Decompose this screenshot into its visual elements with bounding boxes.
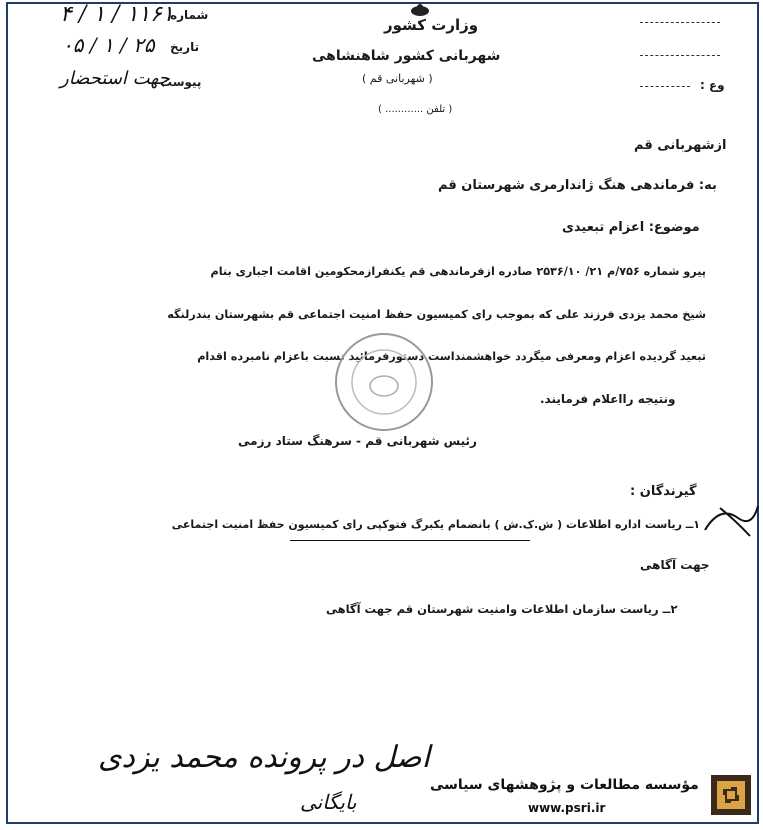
sub-org: ( شهربانی قم ) — [362, 72, 433, 85]
body-line-1: پیرو شماره ۷۵۶/م ۲۱/ ۲۵۳۶/۱۰ صادره ازفرماندهی قم یکنفرازمحکومین اقامت اجباری بنام — [210, 265, 706, 278]
recipient-1-cont: جهت آگاهی — [640, 558, 710, 572]
letter-from: ازشهربانی قم — [634, 138, 727, 153]
header-rule-2 — [640, 55, 720, 56]
phone-line: ( تلفن ............ ) — [378, 104, 453, 115]
lion-sun-emblem-icon — [409, 3, 431, 17]
ministry-title: وزارت کشور — [384, 16, 479, 34]
signature-line: رئیس شهربانی قم - سرهنگ ستاد رزمی — [238, 434, 477, 448]
attachment-value: جهت استحضار — [60, 68, 170, 89]
recipient-1: ۱ــ ریاست اداره اطلاعات ( ش.ک.ش ) بانضمام یکبرگ فتوکپی رای کمیسیون حفظ امنیت اجتماعی — [171, 518, 700, 531]
recipient-1-underline — [290, 540, 530, 541]
recipient-2: ۲ــ ریاست سازمان اطلاعات وامنیت شهرستان قم جهت آگاهی — [326, 602, 678, 616]
handwritten-note: اصل در پرونده محمد یزدی — [98, 740, 430, 775]
body-line-4: ونتیجه رااعلام فرمایند. — [540, 392, 676, 406]
institute-url[interactable]: www.psri.ir — [528, 801, 606, 815]
official-stamp-icon — [332, 330, 436, 434]
body-line-3: تبعید گردیده اعزام ومعرفی میگردد خواهشمنداست دستورفرمائید نسبت باعزام نامبرده اقدام — [197, 350, 706, 363]
handwritten-x-mark-icon — [700, 500, 760, 540]
letter-subject: موضوع: اعزام تبعیدی — [562, 220, 700, 235]
institute-logo-icon — [711, 775, 751, 815]
institute-name: مؤسسه مطالعات و پژوهشهای سیاسی — [430, 777, 699, 793]
date-label: تاریخ — [170, 40, 200, 54]
letter-to: به: فرماندهی هنگ ژاندارمری شهرستان قم — [438, 178, 717, 193]
header-rule-1 — [640, 22, 720, 23]
right-field-label: وع : — [700, 78, 725, 92]
body-line-2: شیخ محمد یزدی فرزند علی که بموجب رای کمیسیون حفظ امنیت اجتماعی قم بشهرستان بندرلنگه — [167, 308, 706, 321]
attachment-label: پیوست — [160, 75, 202, 89]
recipients-title: گیرندگان : — [630, 484, 697, 499]
handwritten-scribble: بایگانی — [300, 790, 357, 814]
org-title: شهربانی کشور شاهنشاهی — [312, 48, 501, 64]
header-rule-3 — [640, 86, 690, 87]
date-value: ۲۵ / ۱ / ۰۵ — [62, 33, 155, 57]
number-value: ۱۱۶۱ / ۱ / ۴ — [60, 2, 174, 27]
number-label: شماره — [170, 8, 209, 22]
